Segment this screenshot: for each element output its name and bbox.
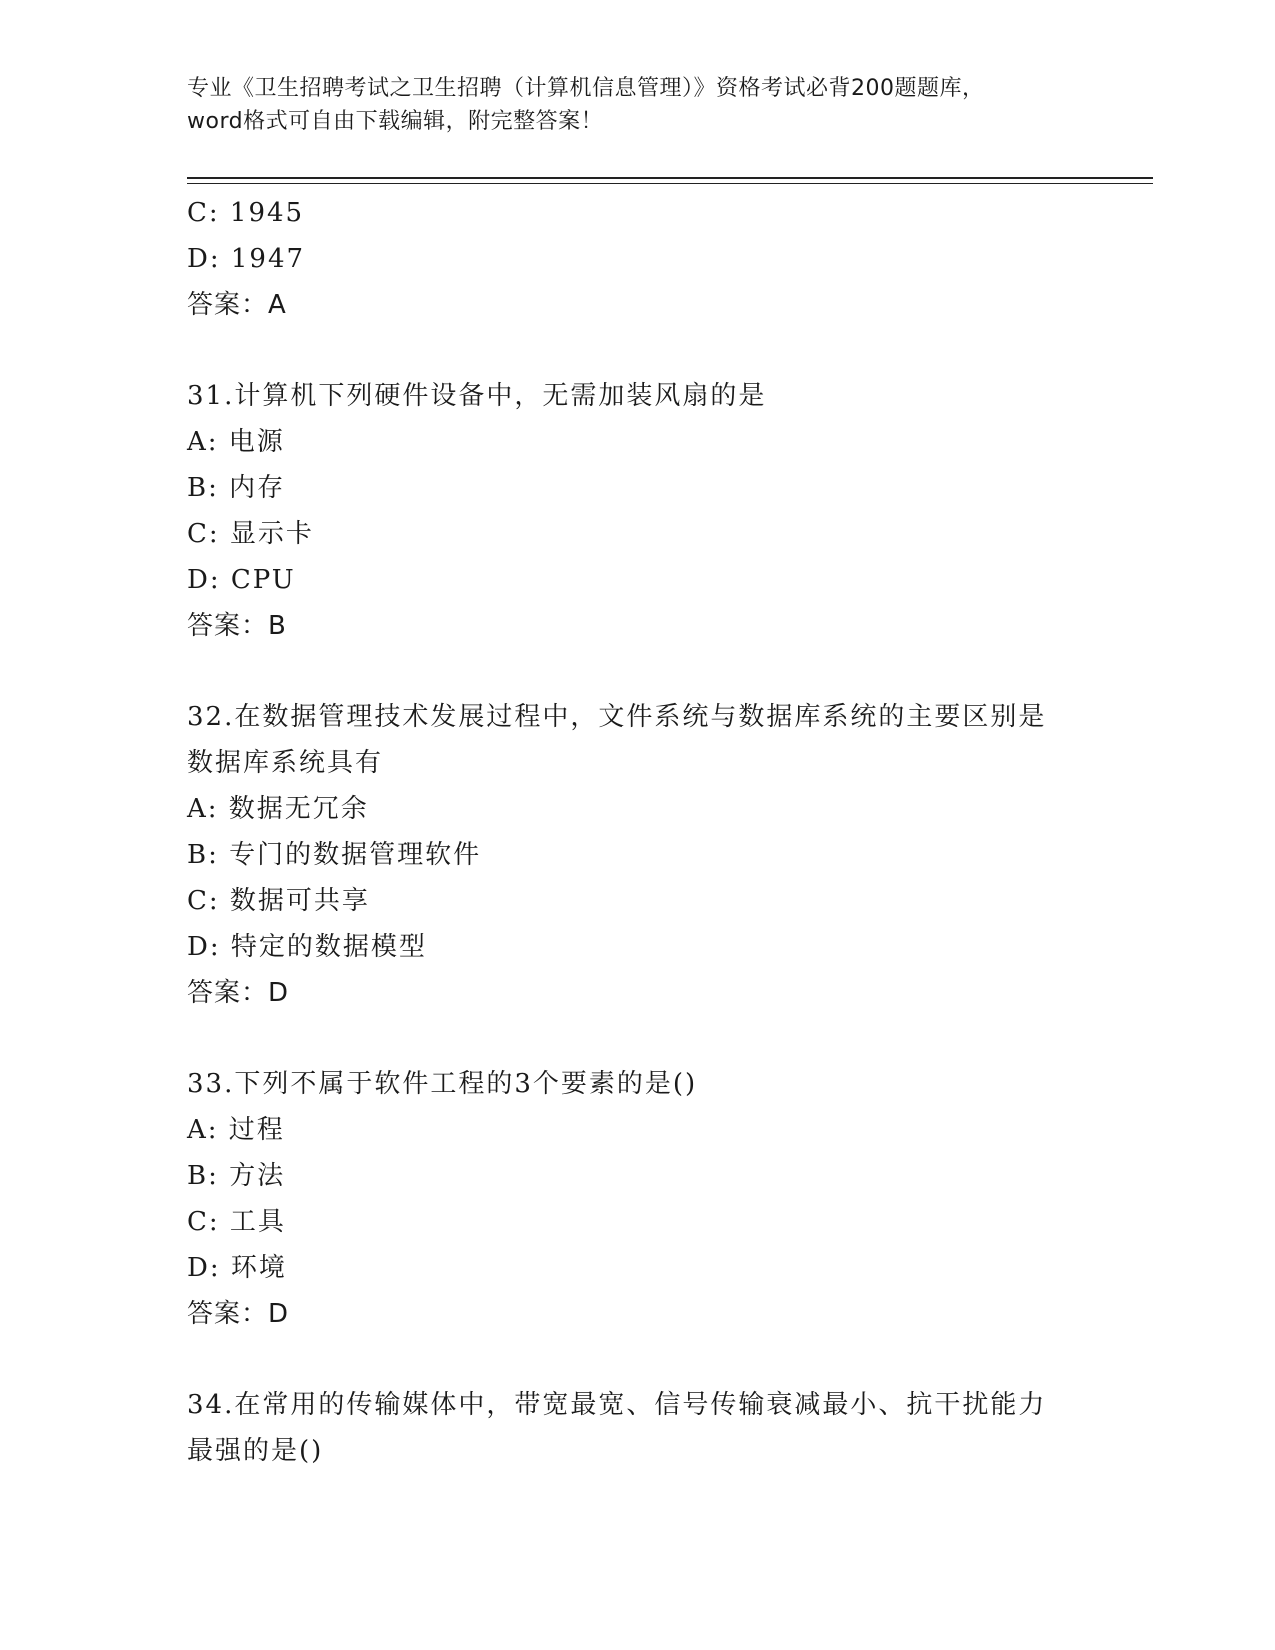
- option-b: B: 内存: [187, 473, 286, 503]
- answer: 答案：D: [187, 978, 290, 1008]
- question-text: 34.在常用的传输媒体中，带宽最宽、信号传输衰减最小、抗干扰能力: [187, 1390, 1047, 1420]
- header-divider-thin: [187, 183, 1153, 184]
- answer: 答案：D: [187, 1299, 290, 1329]
- option-d: D: 特定的数据模型: [187, 932, 427, 962]
- option-a: A: 数据无冗余: [187, 794, 369, 824]
- question-list: [187, 190, 1087, 1474]
- option-b: B: 方法: [187, 1161, 286, 1191]
- question-text-continued: 数据库系统具有: [187, 748, 384, 778]
- document-header: [187, 72, 1087, 138]
- option-c: C: 数据可共享: [187, 886, 370, 916]
- question-33: [187, 1061, 1087, 1337]
- option-c: C: 1945: [187, 198, 305, 228]
- option-d: D: 环境: [187, 1253, 287, 1283]
- answer: 答案：B: [187, 611, 287, 641]
- option-a: A: 过程: [187, 1115, 285, 1145]
- header-title-line-2: word格式可自由下载编辑，附完整答案！: [187, 109, 604, 134]
- question-text: 31.计算机下列硬件设备中，无需加装风扇的是: [187, 381, 767, 411]
- option-d: D: 1947: [187, 244, 306, 274]
- option-b: B: 专门的数据管理软件: [187, 840, 482, 870]
- option-c: C: 工具: [187, 1207, 286, 1237]
- question-32: [187, 694, 1087, 1016]
- question-34: [187, 1382, 1087, 1474]
- question-text-continued: 最强的是(): [187, 1436, 324, 1466]
- option-c: C: 显示卡: [187, 519, 314, 549]
- question-text: 32.在数据管理技术发展过程中，文件系统与数据库系统的主要区别是: [187, 702, 1047, 732]
- question-30-tail: [187, 190, 1087, 328]
- option-d: D: CPU: [187, 565, 296, 595]
- question-text: 33.下列不属于软件工程的3个要素的是(): [187, 1069, 698, 1099]
- answer: 答案：A: [187, 290, 287, 320]
- header-divider: [187, 177, 1153, 179]
- header-title-line-1: 专业《卫生招聘考试之卫生招聘（计算机信息管理）》资格考试必背200题题库，: [187, 76, 985, 101]
- option-a: A: 电源: [187, 427, 285, 457]
- question-31: [187, 373, 1087, 649]
